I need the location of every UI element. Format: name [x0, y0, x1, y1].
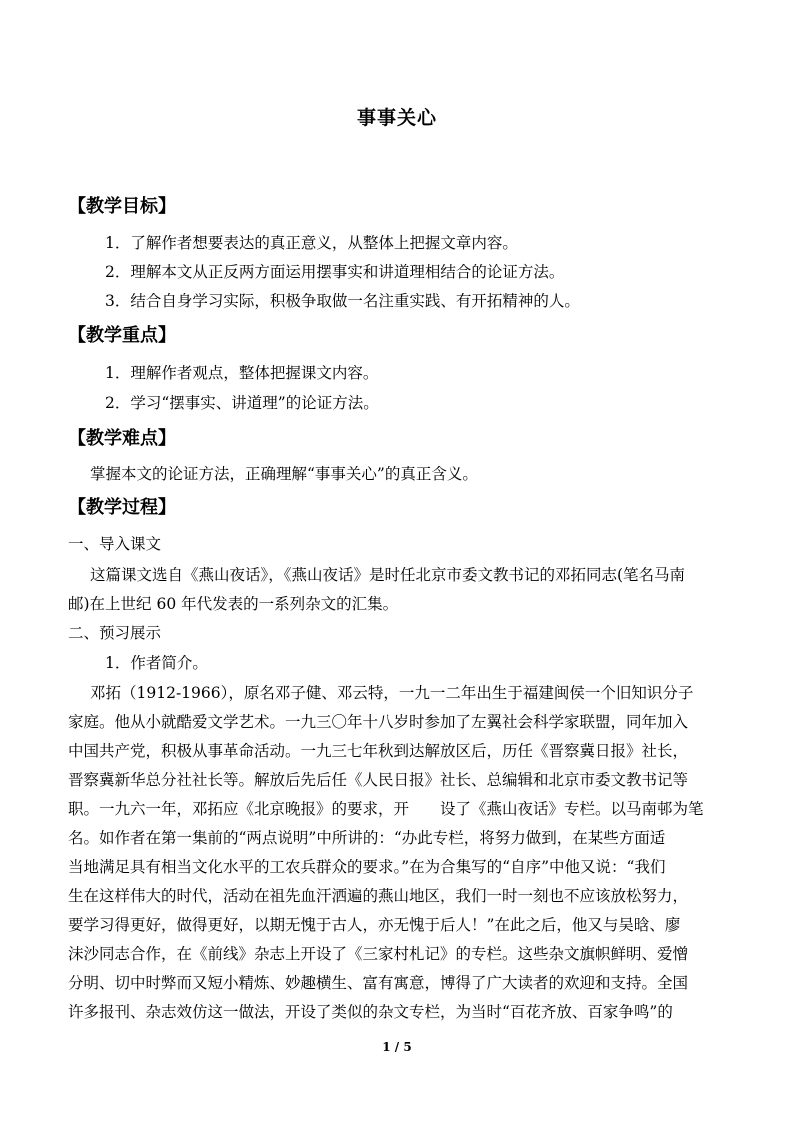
author-bio-line-12: 许多报刊、杂志效仿这一做法，开设了类似的杂文专栏，为当时“百花齐放、百家争鸣”的 [68, 1003, 673, 1021]
difficulties-heading: 【教学难点】 [68, 428, 176, 449]
author-bio-line-9: 要学习得更好，做得更好，以期无愧于古人，亦无愧于后人！”在此之后，他又与吴晗、廖 [68, 916, 681, 934]
objectives-heading: 【教学目标】 [68, 196, 176, 217]
process-part1-line-2: 邮)在上世纪 60 年代发表的一系列杂文的汇集。 [68, 595, 399, 613]
key-points-heading: 【教学重点】 [68, 325, 176, 346]
author-bio-line-1: 邓拓（1912-1966），原名邓子健、邓云特，一九一二年出生于福建闽侯一个旧知识分子 [90, 684, 694, 702]
key-point-item-2: 2．学习“摆事实、讲道理”的论证方法。 [105, 394, 379, 412]
objective-item-2: 2．理解本文从正反两方面运用摆事实和讲道理相结合的论证方法。 [105, 263, 565, 281]
objective-item-3: 3．结合自身学习实际，积极争取做一名注重实践、有开拓精神的人。 [105, 292, 580, 310]
page-indicator: 1 / 5 [382, 1040, 412, 1054]
author-bio-line-8: 生在这样伟大的时代，活动在祖先血汗洒遍的燕山地区，我们一时一刻也不应该放松努力， [68, 887, 689, 905]
author-bio-line-3: 中国共产党，积极从事革命活动。一九三七年秋到达解放区后，历任《晋察冀日报》社长， [68, 742, 689, 760]
author-bio-line-6: 名。如作者在第一集前的“两点说明”中所讲的：“办此专栏，将努力做到，在某些方面适 [68, 829, 666, 847]
author-bio-line-11: 分明、切中时弊而又短小精炼、妙趣横生、富有寓意，博得了广大读者的欢迎和支持。全国 [68, 974, 689, 992]
author-bio-line-4: 晋察冀新华总分社社长等。解放后先后任《人民日报》社长、总编辑和北京市委文教书记等 [68, 771, 689, 789]
author-bio-line-5: 职。一九六一年，邓拓应《北京晚报》的要求，开 设了《燕山夜话》专栏。以马南邨为笔 [68, 800, 704, 818]
author-bio-line-2: 家庭。他从小就酷爱文学艺术。一九三〇年十八岁时参加了左翼社会科学家联盟，同年加入 [68, 713, 689, 731]
page-title: 事事关心 [356, 107, 437, 129]
key-point-item-1: 1．理解作者观点，整体把握课文内容。 [105, 364, 379, 382]
difficulties-text: 掌握本文的论证方法，正确理解“事事关心”的真正含义。 [90, 465, 478, 483]
process-part2-label: 二、预习展示 [68, 624, 162, 642]
process-heading: 【教学过程】 [68, 497, 176, 518]
process-part1-label: 一、导入课文 [68, 535, 162, 553]
author-bio-line-10: 沫沙同志合作，在《前线》杂志上开设了《三家村札记》的专栏。这些杂文旗帜鲜明、爱憎 [68, 945, 689, 963]
objective-item-1: 1．了解作者想要表达的真正意义，从整体上把握文章内容。 [105, 234, 518, 252]
process-part1-line-1: 这篇课文选自《燕山夜话》，《燕山夜话》是时任北京市委文教书记的邓拓同志(笔名马南 [90, 566, 686, 584]
process-part2-sub: 1．作者简介。 [105, 654, 208, 672]
author-bio-line-7: 当地满足具有相当文化水平的工农兵群众的要求。”在为合集写的“自序”中他又说：“我们 [68, 858, 666, 876]
